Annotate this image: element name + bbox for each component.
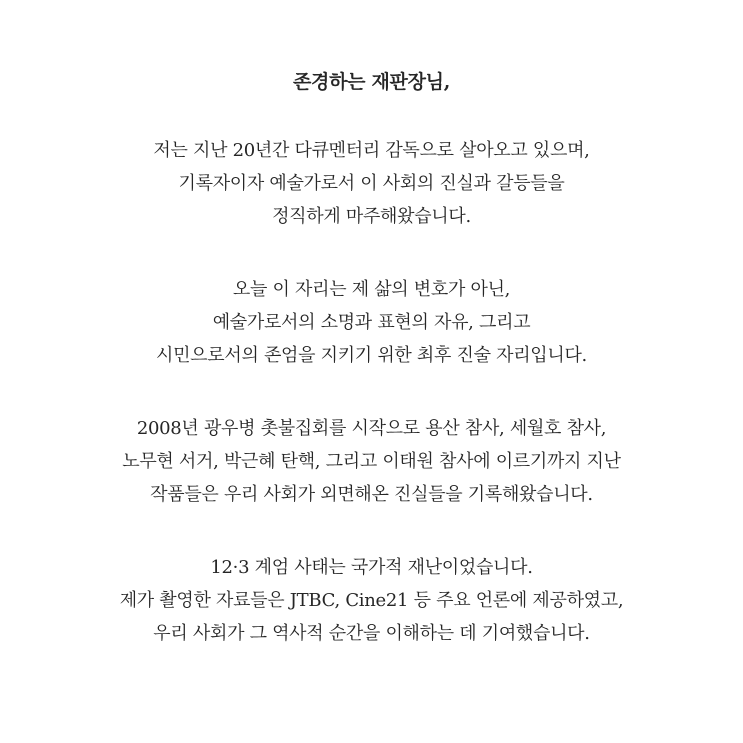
paragraph-works	[0, 412, 743, 511]
text-line: 오늘 이 자리는 제 삶의 변호가 아닌,	[232, 279, 511, 300]
text-line: 작품들은 우리 사회가 외면해온 진실들을 기록해왔습니다.	[150, 484, 593, 505]
text-line: 2008년 광우병 촛불집회를 시작으로 용산 참사, 세월호 참사,	[136, 418, 607, 439]
paragraph-career	[0, 134, 743, 233]
text-line: 제가 촬영한 자료들은 JTBC, Cine21 등 주요 언론에 제공하였고,	[119, 590, 624, 611]
text-line: 예술가로서의 소명과 표현의 자유, 그리고	[212, 312, 531, 333]
text-line: 노무현 서거, 박근혜 탄핵, 그리고 이태원 참사에 이르기까지 지난	[122, 451, 621, 472]
text-line: 우리 사회가 그 역사적 순간을 이해하는 데 기여했습니다.	[153, 623, 590, 644]
text-line: 정직하게 마주해왔습니다.	[272, 206, 471, 227]
salutation-title: 존경하는 재판장님,	[292, 71, 451, 93]
text-line: 기록자이자 예술가로서 이 사회의 진실과 갈등들을	[178, 173, 565, 194]
text-line: 저는 지난 20년간 다큐멘터리 감독으로 살아오고 있으며,	[153, 140, 590, 161]
paragraph-martial-law	[0, 551, 743, 650]
paragraph-purpose	[0, 273, 743, 372]
text-line: 12·3 계엄 사태는 국가적 재난이었습니다.	[210, 557, 533, 578]
text-line: 시민으로서의 존엄을 지키기 위한 최후 진술 자리입니다.	[156, 345, 587, 366]
